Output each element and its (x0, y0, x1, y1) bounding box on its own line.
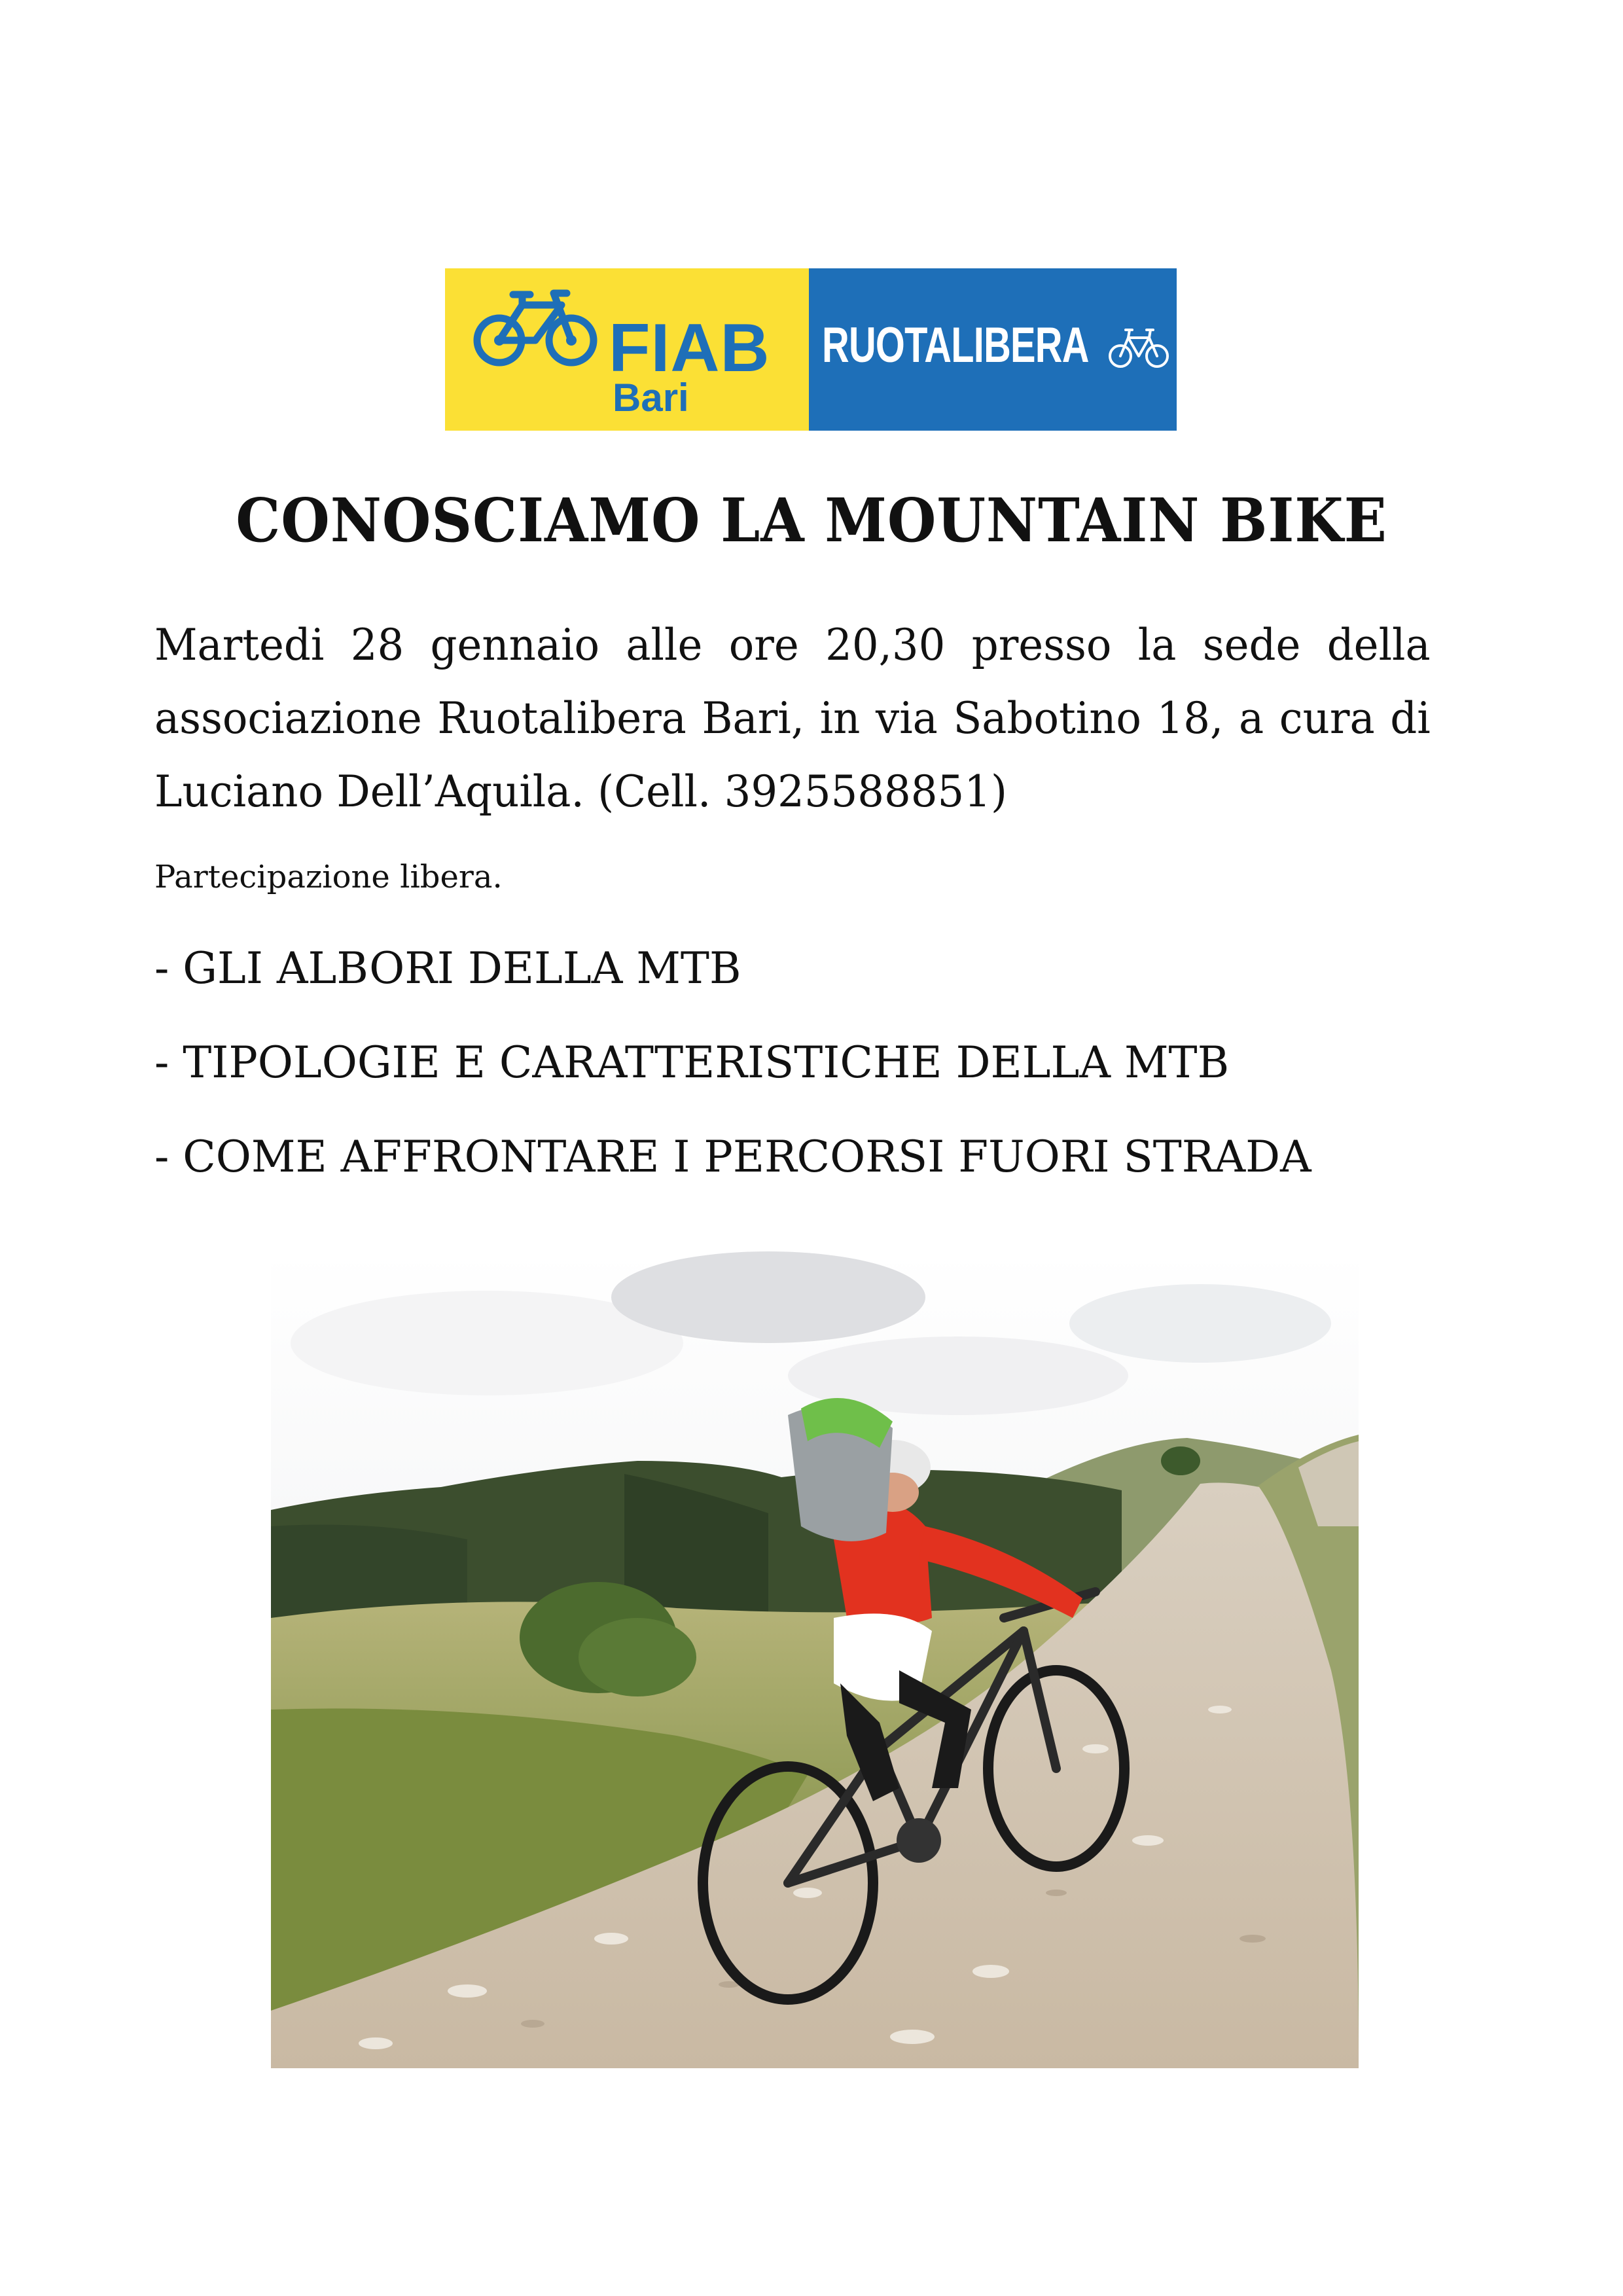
fiab-bari-logo (445, 268, 809, 431)
topic-item: - COME AFFRONTARE I PERCORSI FUORI STRADA (154, 1132, 1311, 1182)
ruotalibera-logo (809, 268, 1177, 431)
topic-item: - GLI ALBORI DELLA MTB (154, 943, 741, 994)
topic-item: - TIPOLOGIE E CARATTERISTICHE DELLA MTB (154, 1037, 1230, 1088)
fiab-ruotalibera-logo (445, 268, 1177, 431)
photo-illustration (271, 1251, 1359, 2068)
mountain-biker-photo (271, 1251, 1359, 2068)
participation-note: Partecipazione libera. (154, 859, 503, 895)
ruotalibera-wordmark: RUOTALIBERA (822, 317, 1089, 373)
fiab-wordmark: FIAB (609, 310, 770, 386)
bicycle-icon (470, 287, 601, 372)
event-description: Martedi 28 gennaio alle ore 20,30 presso la sede della associazione Ruotalibera Bari, in via Sabotino 18, a cura di Luciano Dell’Aquila. (Cell. 3925588851) (154, 620, 1431, 817)
fiab-city: Bari (613, 376, 689, 420)
page-title: CONOSCIAMO LA MOUNTAIN BIKE (236, 485, 1387, 556)
tandem-bicycle-icon (1109, 322, 1169, 372)
